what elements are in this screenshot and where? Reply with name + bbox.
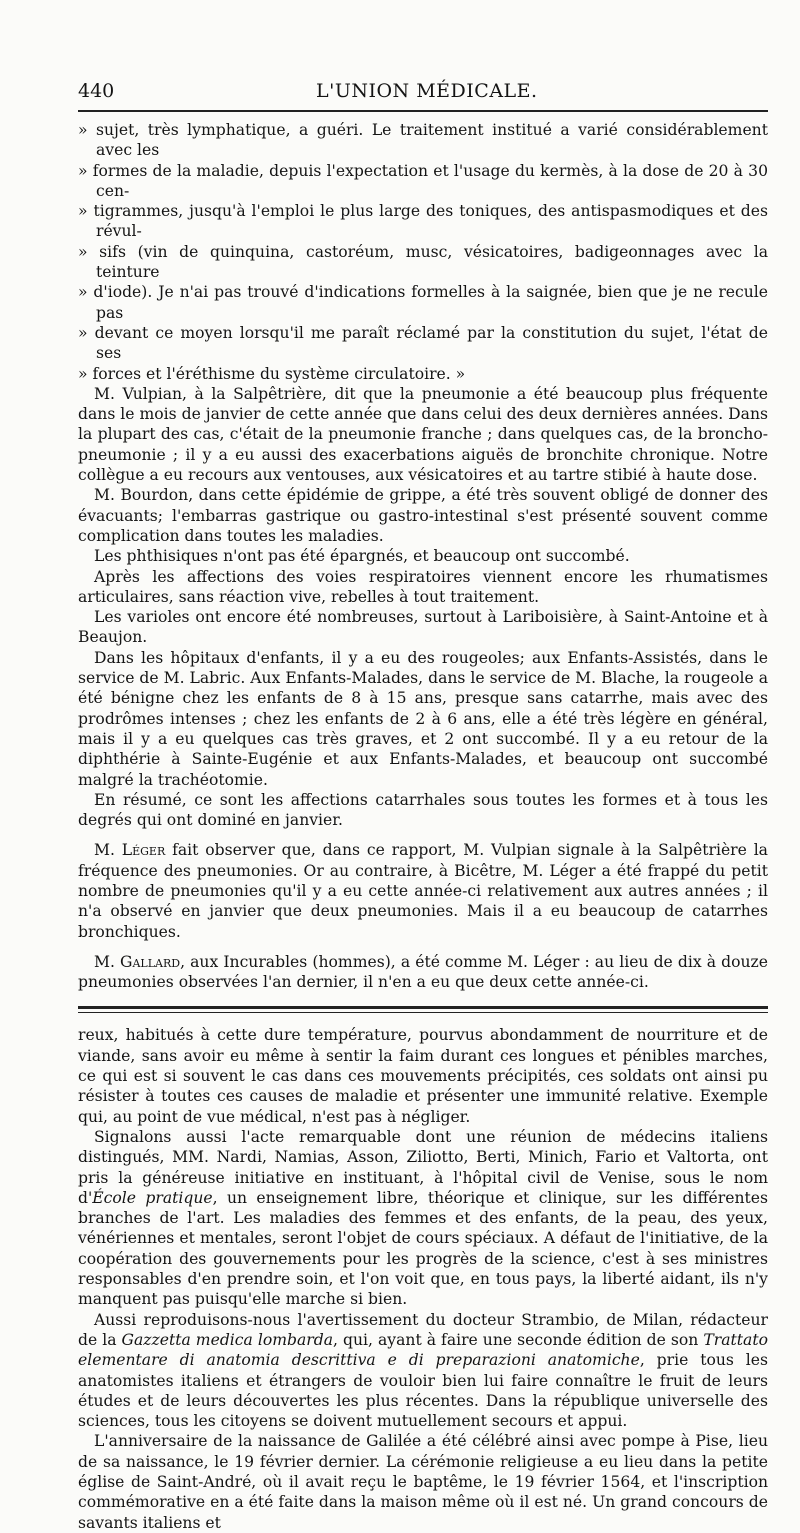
page-header [78,74,768,106]
paragraph-gallard [78,952,768,993]
paragraph-hopitaux-enfants: Dans les hôpitaux d'enfants, il y a eu des rougeoles; aux Enfants-Assistés, dans le service de M. Labric. Aux Enfants-Malades, dans le service de M. Blache, la rougeole a été bénigne chez les enfants de 8 à 15 ans, presque sans catarrhe, mais avec des prodrômes intenses ; chez les enfants de 2 à 6 ans, elle a été très légère en général, mais il y a eu quelques cas très graves, et 2 ont succombé. Il y a eu retour de la diphthérie à Sainte-Eugénie et aux Enfants-Malades, et beaucoup ont succombé malgré la trachéotomie. [78,648,768,789]
paragraph-text: fait observer que, dans ce rapport, M. Vulpian signale à la Salpêtrière la fréquence des pneumonies. Or au contraire, à Bicêtre, M. Léger a été frappé du petit nombre de pneumonies qu'il y a eu cette année-ci relativement aux autres années ; il n'a observé en janvier que deux pneumonies. Mais il a eu beaucoup de catarrhes bronchiques. [78,841,768,941]
paragraph-rhumatismes: Après les affections des voies respiratoires viennent encore les rhumatismes articulaires, sans réaction vive, rebelles à tout traitement. [78,567,768,606]
page-number: 440 [78,80,115,102]
speaker-name: M. Gallard [94,952,181,971]
paragraph-galilee: L'anniversaire de la naissance de Galilée a été célébré ainsi avec pompe à Pise, lieu de sa naissance, le 19 février dernier. La cérémonie religieuse a eu lieu dans la petite église de Saint-André, où il avait reçu le baptême, le 19 février 1564, et l'inscription commémorative en a été faite dans la maison même où il est né. Un grand concours de savants italiens et [78,1432,768,1532]
top-section [78,120,768,992]
italic-title: Trattato elementare di anatomia descrittiva e di preparazioni anatomiche [78,1330,768,1370]
quote-line: » tigrammes, jusqu'à l'emploi le plus large des toniques, des antispasmodiques et des révul- [78,202,768,241]
paragraph-phthisiques: Les phthisiques n'ont pas été épargnés, et beaucoup ont succombé. [94,547,630,566]
running-title: L'UNION MÉDICALE. [316,80,538,102]
quote-line: » sifs (vin de quinquina, castoréum, musc, vésicatoires, badigeonnages avec la teinture [78,242,768,282]
text-run: Aussi reproduisons-nous l'avertissement du docteur Strambio, de Milan, rédacteur de la [78,1310,768,1349]
text-run: , un enseignement libre, théorique et clinique, sur les différentes branches de l'art. Les maladies des femmes et des enfants, de la peau, des yeux, vénériennes et mentales, seront l'objet de cours spéciaux. A défaut de l'initiative, de la coopération des gouvernements pour les progrès de la science, c'est à ses ministres responsables d'en prendre soin, et l'on voit que, en tous pays, la liberté aidant, ils n'y manquent pas puisqu'elle marche si bien. [78,1188,768,1309]
italic-title: Gazzetta medica lombarda [121,1330,334,1349]
header-rule [78,110,768,112]
paragraph-strambio [78,1310,768,1432]
feuilleton-section [78,1025,768,1532]
quote-line: » forces et l'éréthisme du système circulatoire. » [78,364,466,383]
paragraph-ecole-pratique [78,1127,768,1310]
quote-line: » d'iode). Je n'ai pas trouvé d'indications formelles à la saignée, bien que je ne recule pas [78,283,768,322]
paragraph-resume: En résumé, ce sont les affections catarrhales sous toutes les formes et à tous les degrés qui ont dominé en janvier. [78,790,768,830]
italic-term: École pratique [92,1188,213,1207]
quote-line: » formes de la maladie, depuis l'expectation et l'usage du kermès, à la dose de 20 à 30 cen- [78,161,768,200]
paragraph-vulpian: M. Vulpian, à la Salpêtrière, dit que la pneumonie a été beaucoup plus fréquente dans le mois de janvier de cette année que dans celui des deux dernières années. Dans la plupart des cas, c'était de la pneumonie franche ; dans quelques cas, de la broncho-pneumonie ; il y a eu aussi des exacerbations aiguës de bronchite chronique. Notre collègue a eu recours aux ventouses, aux vésicatoires et au tartre stibié à haute dose. [78,384,768,485]
paragraph-text: , aux Incurables (hommes), a été comme M. Léger : au lieu de dix à douze pneumonies observées l'an dernier, il n'en a eu que deux cette année-ci. [78,952,768,992]
section-divider [78,1006,768,1013]
text-run: , prie tous les anatomistes italiens et étrangers de vouloir bien lui faire connaître le fruit de leurs études et de leurs découvertes les plus récentes. Dans la république universelle des sciences, tous les citoyens se doivent mutuellement secours et appui. [78,1351,768,1431]
quote-line: » devant ce moyen lorsqu'il me paraît réclamé par la constitution du sujet, l'état de ses [78,323,768,363]
paragraph-continuation: reux, habitués à cette dure température, pourvus abondamment de nourriture et de viande, sans avoir eu même à sentir la faim durant ces longues et pénibles marches, ce qui est si souvent le cas dans ces mouvements précipités, ces soldats ont ainsi pu résister à toutes ces causes de maladie et présenter une immunité relative. Exemple qui, au point de vue médical, n'est pas à négliger. [78,1026,768,1126]
text-run: Signalons aussi l'acte remarquable dont une réunion de médecins italiens distingués, MM. Nardi, Namias, Asson, Ziliotto, Berti, Minich, Fario et Valtorta, ont pris la généreuse initiative en instituant, à l'hôpital civil de Venise, sous le nom d' [78,1127,768,1207]
quote-line: » sujet, très lymphatique, a guéri. Le traitement institué a varié considérablement avec les [78,121,768,160]
paragraph-leger [78,840,768,941]
text-run: , qui, ayant à faire une seconde édition de son [333,1330,704,1349]
quoted-passage [78,120,768,384]
paragraph-bourdon: M. Bourdon, dans cette épidémie de grippe, a été très souvent obligé de donner des évacuants; l'embarras gastrique ou gastro-intestinal s'est présenté souvent comme complication dans toutes les maladies. [78,486,768,545]
paragraph-varioles: Les varioles ont encore été nombreuses, surtout à Lariboisière, à Saint-Antoine et à Beaujon. [78,608,768,647]
speaker-name: M. Léger [94,841,166,860]
